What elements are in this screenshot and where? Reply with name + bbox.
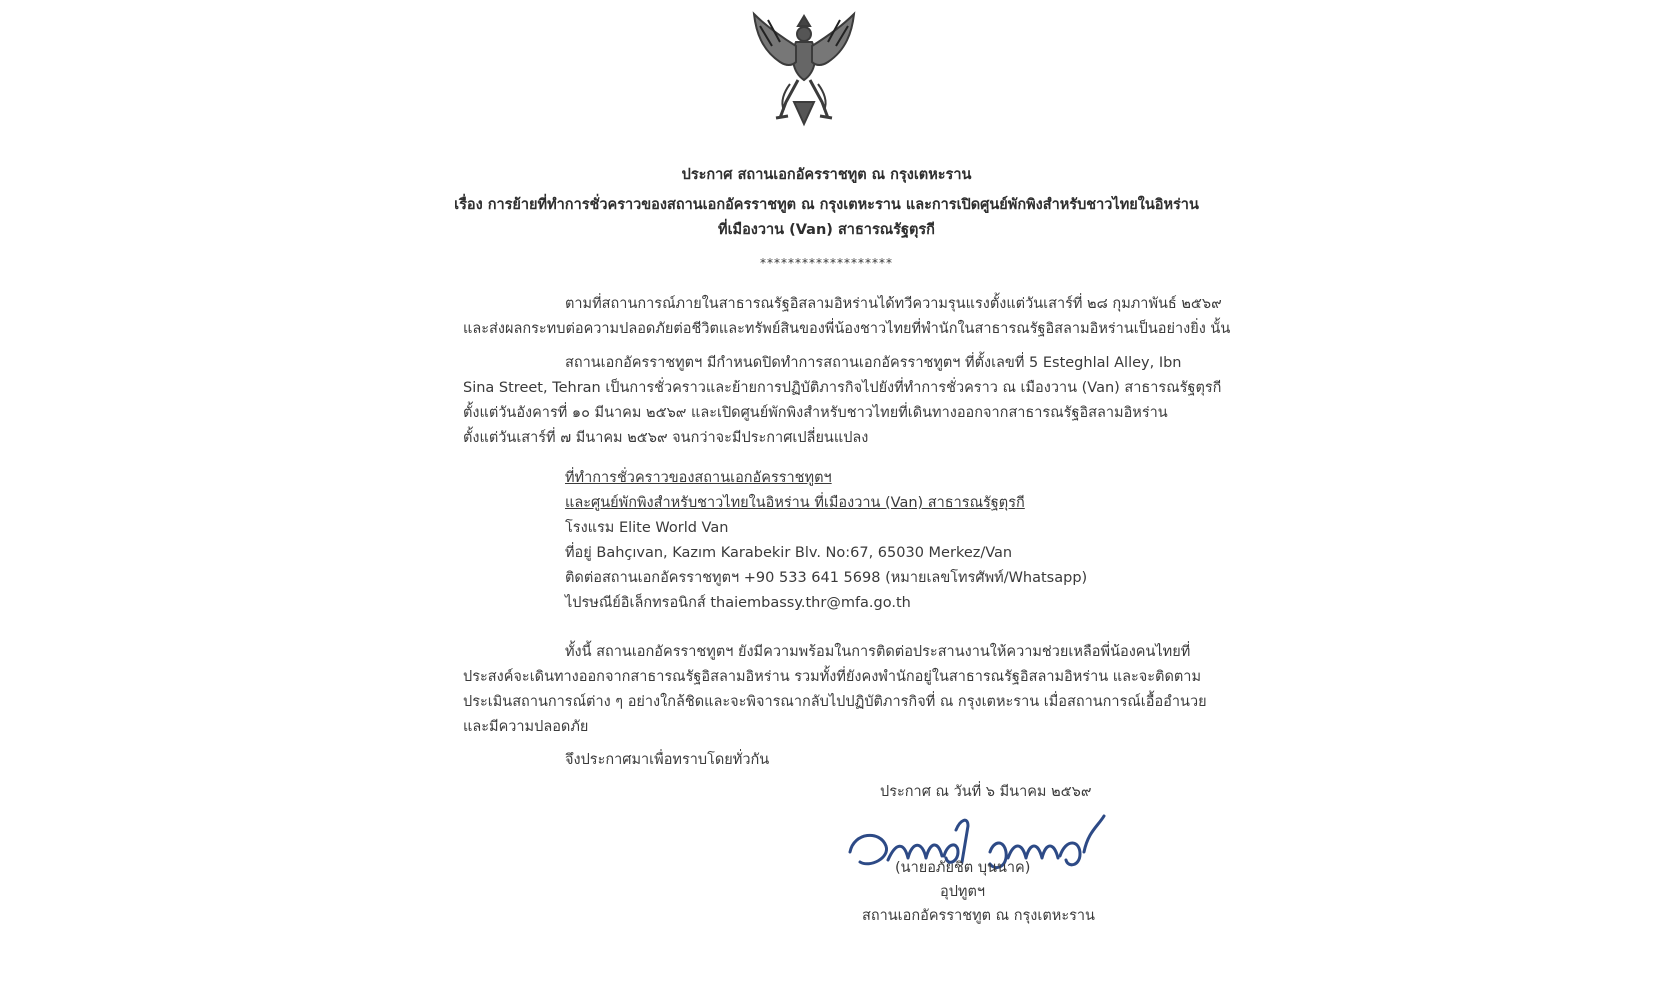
garuda-emblem-icon xyxy=(740,6,868,134)
address-line: ที่อยู่ Bahçıvan, Kazım Karabekir Blv. No:67, 65030 Merkez/Van xyxy=(565,545,1013,561)
paragraph-2-line-4: ตั้งแต่วันเสาร์ที่ ๗ มีนาคม ๒๕๖๙ จนกว่าจะมีประกาศเปลี่ยนแปลง xyxy=(463,430,869,446)
subject-line-1: เรื่อง การย้ายที่ทำการชั่วคราวของสถานเอกอัครราชทูต ณ กรุงเตหะราน และการเปิดศูนย์พักพิงสำหรับชาวไทยในอิหร่าน xyxy=(454,197,1199,213)
contact-phone: ติดต่อสถานเอกอัครราชทูตฯ +90 533 641 5698 (หมายเลขโทรศัพท์/Whatsapp) xyxy=(565,570,1088,586)
hotel-name: โรงแรม Elite World Van xyxy=(565,520,729,536)
subject-line-2: ที่เมืองวาน (Van) สาธารณรัฐตุรกี xyxy=(718,222,935,238)
paragraph-1-line-1: ตามที่สถานการณ์ภายในสาธารณรัฐอิสลามอิหร่านได้ทวีความรุนแรงตั้งแต่วันเสาร์ที่ ๒๘ กุมภาพันธ์ ๒๕๖๙ xyxy=(565,296,1222,312)
paragraph-1-line-2: และส่งผลกระทบต่อความปลอดภัยต่อชีวิตและทรัพย์สินของพี่น้องชาวไทยที่พำนักในสาธารณรัฐอิสลามอิหร่านเป็นอย่างยิ่ง นั้น xyxy=(463,321,1231,337)
address-block-title-1: ที่ทำการชั่วคราวของสถานเอกอัครราชทูตฯ xyxy=(565,470,832,486)
address-block-title-2: และศูนย์พักพิงสำหรับชาวไทยในอิหร่าน ที่เมืองวาน (Van) สาธารณรัฐตุรกี xyxy=(565,495,1025,511)
paragraph-2-line-3: ตั้งแต่วันอังคารที่ ๑๐ มีนาคม ๒๕๖๙ และเปิดศูนย์พักพิงสำหรับชาวไทยที่เดินทางออกจากสาธารณรัฐอิสลามอิหร่าน xyxy=(463,405,1168,421)
paragraph-3-line-2: ประสงค์จะเดินทางออกจากสาธารณรัฐอิสลามอิหร่าน รวมทั้งที่ยังคงพำนักอยู่ในสาธารณรัฐอิสลามอิหร่าน และจะติดตาม xyxy=(463,669,1202,685)
paragraph-2-line-2: Sina Street, Tehran เป็นการชั่วคราวและย้ายการปฏิบัติภารกิจไปยังที่ทำการชั่วคราว ณ เมืองวาน (Van) สาธารณรัฐตุรกี xyxy=(463,380,1222,396)
signatory-title: อุปทูตฯ xyxy=(940,884,986,900)
date-line: ประกาศ ณ วันที่ ๖ มีนาคม ๒๕๖๙ xyxy=(880,784,1092,800)
paragraph-3-line-3: ประเมินสถานการณ์ต่าง ๆ อย่างใกล้ชิดและจะพิจารณากลับไปปฏิบัติภารกิจที่ ณ กรุงเตหะราน เมื่อสถานการณ์เอื้ออำนวย xyxy=(463,694,1207,710)
paragraph-3-line-4: และมีความปลอดภัย xyxy=(463,719,589,735)
signatory-organization: สถานเอกอัครราชทูต ณ กรุงเตหะราน xyxy=(862,908,1095,924)
paragraph-3-line-1: ทั้งนี้ สถานเอกอัครราชทูตฯ ยังมีความพร้อมในการติดต่อประสานงานให้ความช่วยเหลือพี่น้องคนไทยที่ xyxy=(565,644,1191,660)
contact-email: ไปรษณีย์อิเล็กทรอนิกส์ thaiembassy.thr@mfa.go.th xyxy=(565,595,911,611)
closing-line: จึงประกาศมาเพื่อทราบโดยทั่วกัน xyxy=(565,752,770,768)
announcement-heading: ประกาศ สถานเอกอัครราชทูต ณ กรุงเตหะราน xyxy=(681,167,972,183)
paragraph-2-line-1: สถานเอกอัครราชทูตฯ มีกำหนดปิดทำการสถานเอกอัครราชทูตฯ ที่ตั้งเลขที่ 5 Esteghlal Alley, Ibn xyxy=(565,355,1182,371)
separator-line: ******************* xyxy=(760,256,893,270)
signatory-name: (นายอภัยชิต บุนนาค) xyxy=(895,860,1031,876)
